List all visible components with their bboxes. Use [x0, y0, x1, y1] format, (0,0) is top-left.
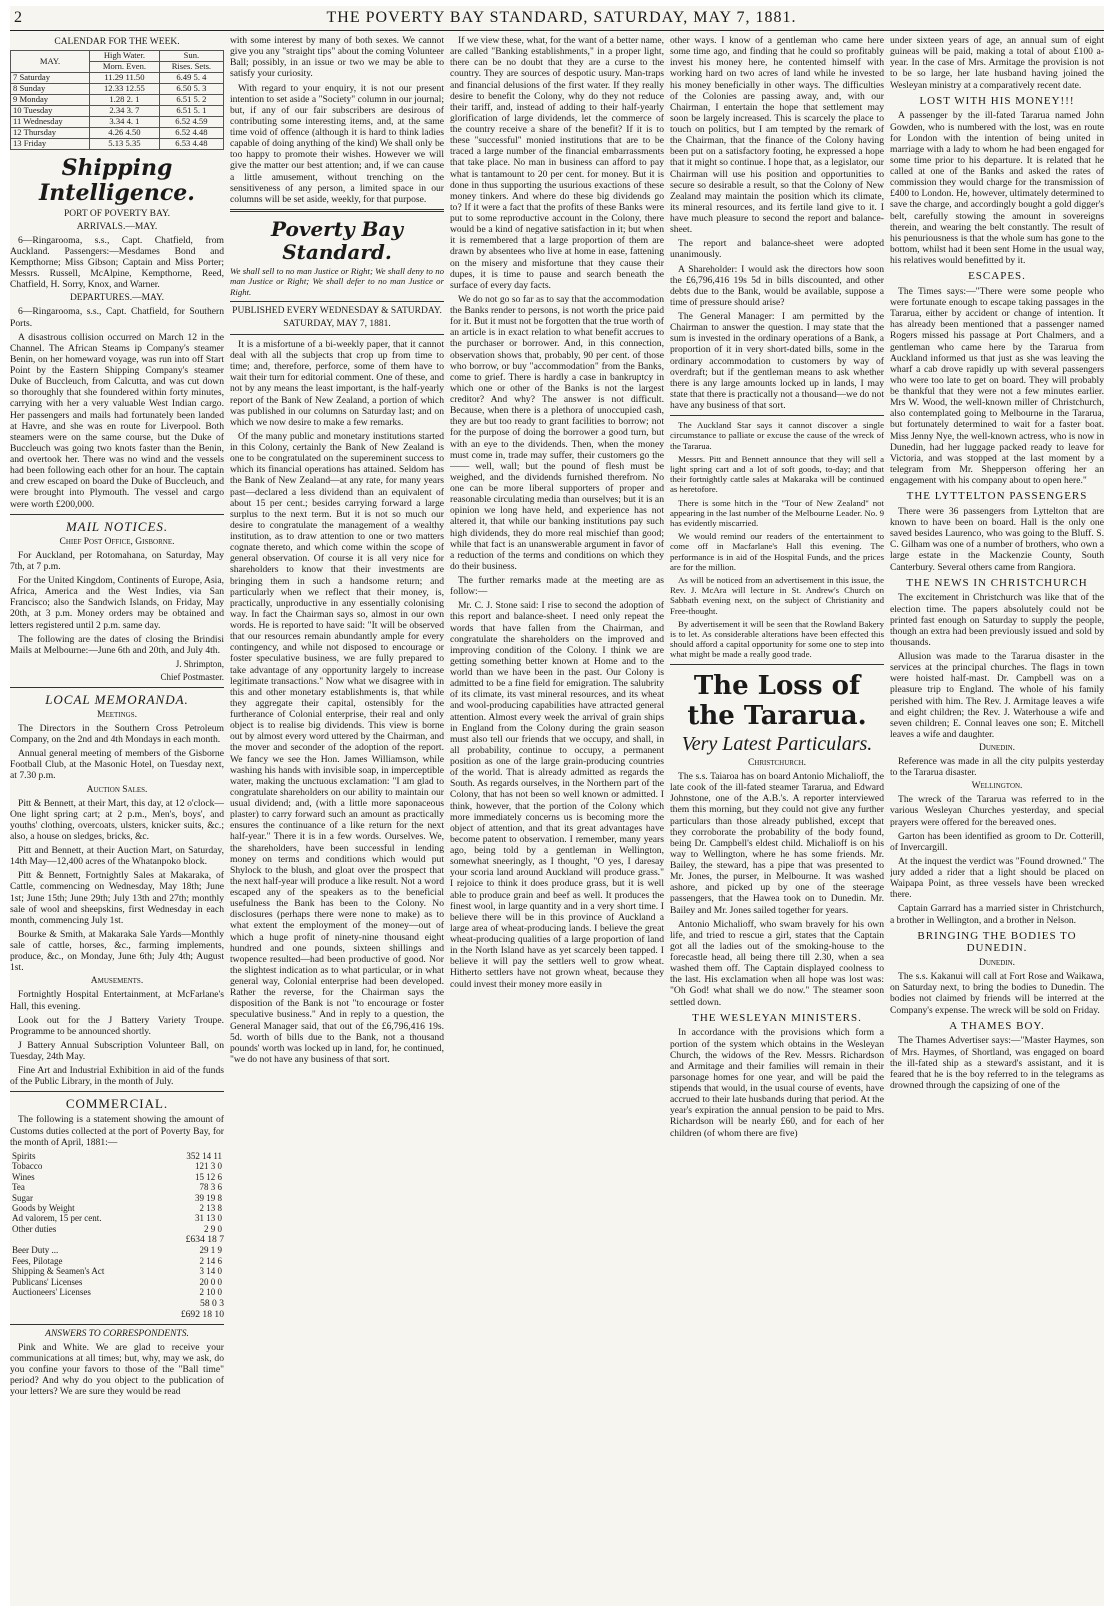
- ledger-item: Tobacco: [12, 1161, 43, 1172]
- calendar-sun-header: Sun.: [159, 51, 223, 62]
- divider: [230, 209, 444, 212]
- mail-paragraph: For Auckland, per Rotomahana, on Saturday, May 7th, at 7 p.m.: [10, 549, 224, 572]
- ledger-amount: 2 9 0: [204, 1223, 222, 1234]
- editorial-paragraph: We do not go so far as to say that the accommodation the Banks render to persons, is not worth the price paid for it. But it must not be forgotten that the true worth of an article is in exact relation to what benefit accrues to the purchaser or borrower. And, in this connection, observation shows that, probably, 90 per cent. of those who borrow, or buy "accommodation" from the Banks, come to grief. There is hardly a case in bankruptcy in which one or other of the Banks is not the largest creditor? And why? The answer is not difficult. Because, when there is a plethora of unoccupied cash, they are but too ready to grant facilities to borrow; not for the purpose of doing the borrower a good turn, but with an eye to the dividends. Then, when the money must come in, trade may suffer, their customers go the —— well, wall; but the pound of flesh must be weighed, and the dividends furnished therefrom. No one can be more liberal supporters of proper and reasonable circulating media than ourselves; but it is an opinion we long have held, and experience has not altered it, that while our banking institutions pay such high dividends, they do more real mischief than good; while that fact is an unanswerable argument in favor of a reduction of the terms and conditions on which they do their business.: [450, 293, 664, 572]
- lyttelton-title: THE LYTTELTON PASSENGERS: [906, 490, 1088, 503]
- meeting-paragraph: The report and balance-sheet were adopted unanimously.: [670, 238, 884, 261]
- evening-tide: 3. 7: [126, 104, 140, 115]
- departures-heading: DEPARTURES.—MAY.: [69, 293, 165, 304]
- calendar-high-water: [90, 127, 160, 138]
- thames-paragraph: The Thames Advertiser says:—"Master Haymes, son of Mrs. Haymes, of Shortland, was engaged on board the ill-fated ship as a steward's assistant, and it is feared that he is the boy referred to in the telegrams as drowned through the capsizing of one of the: [890, 1035, 1104, 1091]
- calendar-date: [11, 72, 90, 83]
- morning-tide: 11.29: [104, 71, 124, 82]
- memo-paragraph: The Directors in the Southern Cross Petroleum Company, on the 2nd and 4th Mondays in each month.: [10, 722, 224, 745]
- evening-tide: 11.50: [125, 71, 145, 82]
- ledger-row: [10, 1256, 224, 1266]
- tararua-paragraph: Antonio Michalioff, who swam bravely for his own life, and tried to rescue a girl, states that the Captain got all the ladies out of the smoking-house to the forecastle head, all being there till 2.30, when a sea washed them off. The Captain displayed coolness to the last. His exclamation when all hope was lost was: "Oh God! what shall we do now." The steamer soon settled down.: [670, 918, 884, 1008]
- morning-tide: 1.28: [109, 93, 125, 104]
- shipping-title: Shipping Intelligence.: [39, 154, 195, 207]
- sunset: 4.48: [192, 137, 208, 148]
- mail-notices-title: MAIL NOTICES.: [65, 518, 169, 534]
- news-note: By advertisement it will be seen that the Rowland Bakery is to let. As considerable alterations have been effected this should afford a capital opportunity for some one to step into what might be made a really good trade.: [670, 618, 884, 660]
- newspaper-page: [10, 6, 1104, 1606]
- wellington-paragraph: The wreck of the Tararua was referred to in the various Wesleyan Churches yesterday, and special prayers were offered for the bereaved ones.: [890, 794, 1104, 828]
- local-memoranda-title: LOCAL MEMORANDA.: [45, 691, 189, 707]
- calendar-weekday: Tuesday: [23, 104, 53, 115]
- divider: [670, 415, 884, 416]
- dunedin-paragraph: Reference was made in all the city pulpits yesterday to the Tararua disaster.: [890, 756, 1104, 779]
- stone-speech: Mr. C. J. Stone said: I rise to second the adoption of this report and balance-sheet. I need only repeat the words that have fallen from the Chairman, and congratulate the shareholders on the improved and improving condition of the Colony. I think we are getting something better known at Home and to the world than we have been in the past. Our Colony is admitted to be a fine field for emigration. The salubrity of its climate, its vast mineral resources, and its wheat and wool-producing capabilities have attracted general attention. Almost every week the arrival of grain ships in England from the Colony during the grain season must also tell our friends that we occupy, and shall, in all probability, continue to occupy, a permanent position as one of the large grain-producing countries of the world. That is already admitted as regards the South. As regards ourselves, in the Northern part of the Colony, that has not been so well known or admitted. I think, however, that the portion of the Colony which more immediately concerns us is becoming more the object of attention, and that its great advantages have become patent to observation. I remember, many years ago, being told by a gentleman in Wellington, somewhat sneeringly, as I thought, "O yes, I daresay your scoria land around Auckland will produce grass." I rejoice to think it does produce grass, but it is well able to produce grain and beef as well. It produces the finest wool, in large quantity and in a very short time. I believe there will be in this province of Auckland a large area of wheat-producing lands. I believe the great wheat-producing qualities of a large proportion of land in the North Island have as yet scarcely been tapped. I believe it will pay the settlers well to grow wheat. Hitherto settlers have not grown wheat, because they could invest their money more easily in: [450, 600, 664, 990]
- calendar-title: CALENDAR FOR THE WEEK.: [54, 37, 180, 47]
- ledger-item: Ad valorem, 15 per cent.: [12, 1213, 102, 1224]
- calendar-row: [11, 138, 224, 149]
- column-4: [670, 35, 884, 1605]
- dateline: Dunedin.: [978, 958, 1016, 969]
- editorial-paragraph: The further remarks made at the meeting are as follow:—: [450, 575, 664, 598]
- calendar-day: 9: [13, 93, 18, 104]
- ledger-item: Publicans' Licenses: [12, 1276, 83, 1287]
- duties-total: £634 18 7: [185, 1234, 224, 1246]
- divider: [10, 1091, 224, 1092]
- memo-paragraph: Bourke & Smith, at Makaraka Sale Yards—Monthly sale of cattle, horses, &c., farming implements, produce, &c., on Monday, June 6th; July 4th; August 1st.: [10, 928, 224, 974]
- calendar-header-1: [11, 51, 224, 62]
- escapes-paragraph: The Times says:—"There were some people who were fortunate enough to escape taking passages in the Tararua, either by accident or change of intention. It has already been mentioned that a passenger named Rogers missed his passage at Port Chalmers, and a gentleman who came here by the Tararua from Auckland informed us that just as she was leaving the wharf a cab drove rapidly up with several passengers who were too late to get on board. They will probably be thankful that they were not a few minutes earlier. Mrs W. Wood, the well-known miller of Christchurch, also contemplated going to Melbourne in the Tararua, but fortunately determined to wait for a faster boat. Miss Jenny Nye, the well-known actress, who is now in Dunedin, had her luggage packed ready to leave for Victoria, and was stopped at the last moment by a telegram from Mr. Shepperson offering her an engagement with his company about to open here.": [890, 285, 1104, 486]
- sunrise: 6.52: [175, 126, 191, 137]
- wellington-paragraph: At the inquest the verdict was "Found drowned." The jury added a rider that a light should be placed on Waipapa Point, as three vessels have been wrecked there.: [890, 855, 1104, 901]
- ledger-row: [10, 1203, 224, 1213]
- escapes-title: ESCAPES.: [968, 270, 1026, 283]
- editorial-paragraph: It is a misfortune of a bi-weekly paper, that it cannot deal with all the subjects that crop up from time to time; and, therefore, perforce, some of them have to wait their turn for editorial comment. One of these, and not by any means the least important, is the half-yearly report of the Bank of New Zealand, a portion of which was published in our columns on Saturday last; and on which we now desire to make a few remarks.: [230, 338, 444, 428]
- tararua-headline: The Loss of the Tararua.: [687, 670, 867, 731]
- duties-table: [10, 1151, 224, 1235]
- calendar-high-water: [90, 94, 160, 105]
- grand-total: £692 18 10: [180, 1308, 224, 1320]
- lyttelton-paragraph: There were 36 passengers from Lyttelton that are known to have been on board. Hall is the only one saved besides Laurenco, who was going to the Bluff. S. C. Gilham was one of a number of brothers, who own a large estate in the Mackenzie County, South Canterbury. Several others came from Rangiora.: [890, 505, 1104, 573]
- speech-continued: other ways. I know of a gentleman who came here some time ago, and finding that he could so profitably invest his money here, he contented himself with working hard on two acres of land while he invested his money beneficially in other ways. The difficulties of the Colonies are passing away, and, with our Chairman, I entertain the hope that settlement may soon be largely increased. This is scarcely the place to touch on politics, but I am tempted by the remark of the Chairman, that the finance of the Colony having been put on a satisfactory footing, he expressed a hope that it might so continue. I hope that, as a legislator, our Chairman will use his position and opportunities to secure so desirable a result, so that the Colony of New Zealand may maintain the position which its climate, its mineral resources, and its fertile land give to it. I have much pleasure to second the report and balance-sheet.: [670, 35, 884, 236]
- calendar-row: [11, 105, 224, 116]
- calendar-date: [11, 138, 90, 149]
- calendar-day: 11: [13, 115, 22, 126]
- calendar-day: 8: [13, 82, 18, 93]
- port-heading: PORT OF POVERTY BAY.: [63, 208, 171, 219]
- sunrise: 6.50: [176, 82, 192, 93]
- answers-continued: with some interest by many of both sexes. We cannot give you any "straight tips" about the coming Volunteer Ball; possibly, in an issue or two we may be able to satisfy your curiosity.: [230, 35, 444, 80]
- mail-signature: J. Shrimpton,: [175, 658, 224, 669]
- ledger-item: Fees, Pilotage: [12, 1255, 63, 1266]
- morning-tide: 12.33: [104, 82, 124, 93]
- divider: [230, 334, 444, 335]
- calendar-weekday: Sunday: [19, 82, 46, 93]
- calendar-month-header: MAY.: [11, 51, 90, 73]
- ledger-amount: 121 3 0: [195, 1161, 222, 1172]
- memo-paragraph: Pitt & Bennett, at their Mart, this day, at 12 o'clock—One light spring cart; at 2 p.m., Men's, boys', and youths' clothing, overcoats, ulsters, knicker suits, &c.; also, a house on sledges, bricks, &c.: [10, 797, 224, 842]
- divider: [10, 514, 224, 515]
- commercial-title: COMMERCIAL.: [65, 1096, 169, 1112]
- memo-paragraph: Fine Art and Industrial Exhibition in aid of the funds of the Public Library, in the month of July.: [10, 1065, 224, 1088]
- calendar-row: [11, 116, 224, 127]
- ledger-amount: 31 13 0: [195, 1213, 222, 1224]
- amusements-heading: Amusements.: [90, 976, 144, 987]
- mail-signature-title: Chief Postmaster.: [160, 672, 224, 683]
- christchurch-title: THE NEWS IN CHRISTCHURCH: [906, 576, 1088, 589]
- evening-tide: 2. 1: [126, 93, 140, 104]
- divider: [10, 687, 224, 688]
- masthead: [10, 6, 1104, 31]
- sunrise: 6.52: [175, 115, 191, 126]
- calendar-high-water: [90, 116, 160, 127]
- ledger-amount: 352 14 11: [186, 1150, 222, 1161]
- calendar-weekday: Wednesday: [23, 115, 63, 126]
- published-line: PUBLISHED EVERY WEDNESDAY & SATURDAY.: [232, 305, 442, 316]
- ledger-row: [10, 1266, 224, 1276]
- sunrise: 6.53: [175, 137, 191, 148]
- ledger-item: Other duties: [12, 1223, 57, 1234]
- calendar-day: 7: [13, 71, 18, 82]
- lost-money-paragraph: A passenger by the ill-fated Tararua named John Gowden, who is numbered with the lost, was en route for London with the intention of being united in marriage with a lady to whom he had been engaged for some time prior to his departure. It is related that he called at one of the Banks and asked the rates of commission they would charge for the transmission of £400 to London. He, however, ultimately determined to save the charge, and accordingly bought a gold digger's belt, carefully stowing the amount in sovereigns therein, and wearing the belt constantly. The result of his penuriousness is that the whole sum has gone to the bottom, whilst had it been sent Home in the usual way, his relatives would benefitted by it.: [890, 110, 1104, 266]
- dateline: Dunedin.: [978, 743, 1016, 753]
- calendar-row: [11, 127, 224, 138]
- meetings-heading: Meetings.: [97, 709, 137, 720]
- ledger-row: [10, 1245, 224, 1255]
- newspaper-title: THE POVERTY BAY STANDARD, SATURDAY, MAY 7, 1881.: [326, 9, 797, 26]
- paper-title: Poverty Bay Standard.: [270, 216, 404, 265]
- ledger-item: Auctioneers' Licenses: [12, 1287, 91, 1298]
- calendar-sun: [159, 116, 223, 127]
- ledger-amount: 2 10 0: [199, 1287, 222, 1298]
- mail-office: Chief Post Office, Gisborne.: [59, 536, 175, 547]
- news-note: We would remind our readers of the entertainment to come off in Macfarlane's Hall this evening. The performance is in aid of the Hospital Funds, and the prices are for the million.: [670, 531, 884, 572]
- tararua-subheadline: Very Latest Particulars.: [681, 732, 873, 755]
- calendar-day: 13: [13, 137, 22, 148]
- calendar-rises-sets-header: Rises. Sets.: [159, 61, 223, 72]
- calendar-morn-even-header: Morn. Even.: [90, 61, 160, 72]
- ledger-amount: 20 0 0: [199, 1276, 222, 1287]
- thames-title: A THAMES BOY.: [949, 1019, 1045, 1032]
- calendar-date: [11, 105, 90, 116]
- calendar-date: [11, 94, 90, 105]
- calendar-date: [11, 83, 90, 94]
- editorial-paragraph: Of the many public and monetary institutions started in this Colony, certainly the Bank of New Zealand is one to be congratulated on the supereminent success to which its financial operations has attained. Seldom has the Bank of New Zealand—at any rate, for many years past—declared a less dividend than an equivalent of about 15 per cent.; besides carrying forward a large surplus to the next term. But it is not so much our desire to congratulate the management of a wealthy institution, as to draw attention to one or two matters cognate thereto, and which come within the scope of general observation. Of course it is all very nice for shareholders to know that their investments are bringing them in such a handsome return; and particularly when we reflect that their money, is, practically, unproductive in any essentially colonising way. In fact the Chairman says so, almost in our own words. He is reported to have said: "It will be observed that our resources remain abundantly ample for every contingency, and while not disposed to encourage or foster speculative business, we are fully prepared to take advantage of any opportunity largely to increase legitimate transactions." Now what we disagree with in this and other monetary establishments is, that while they aggregate their capital, ostensibly for the furtherance of Colonial enterprise, their real and only object is to realise big dividends. This view is borne out by almost every word uttered by the Chairman, and the mover and seconder of the adoption of the report. We fancy we see the Hon. James Williamson, while washing his hands with invisible soap, in imperceptible water, making the unctuous exclamation: "I am glad to congratulate shareholders on our ability to maintain our usual dividend; and, (with a little more saponaceous plaster) to carry forward such an amount as practically ensures the continuance of a like return for the next half-year." There it is in a few words. Ourselves. We, the shareholders, have been successful in lending money on terms and conditions which would put Shylock to the blush, and gloat over the prospect that the next half-year will produce a like result. Not a word escaped any of the speakers as to the beneficial usefulness the Bank has been to the Colony. No disclosures (perhaps there were none to make) as to what extent the employment of the money—out of which a huge profit of ninety-nine thousand eight hundred and one pounds, sixteen shillings and twopence resulted—had been productive of good. Nor the slightest indication as to what particular, or in what general way, Colonial enterprise had been developed. Rather the reverse, for the Chairman says the disposition of the Bank is not "to encourage or foster speculative business." And in reply to a question, the General Manager said, that out of the £6,796,416 19s. 5d. worth of bills due to the Bank, not a thousand pounds' worth was locked up in land, for, he continued, "we do not have any business of that sort.: [230, 430, 444, 1065]
- calendar-weekday: Friday: [23, 137, 47, 148]
- ledger-item: Shipping & Seamen's Act: [12, 1266, 105, 1277]
- news-note: Messrs. Pitt and Bennett announce that they will sell a light spring cart and a lot of soft goods, to-day; and that their fortnightly cattle sales at Makaraka will be continued as heretofore.: [670, 453, 884, 495]
- ledger-amount: 29 1 9: [199, 1245, 222, 1256]
- meeting-paragraph: The General Manager: I am permitted by the Chairman to answer the question. I may state that the sum is invested in the ordinary operations of a Bank, a proportion of it in very short-dated bills, some in the ordinary accommodation to customers by way of overdraft; but if the gentleman means to ask whether there is any large amounts locked up in lands, I may state that there is practically not a thousand—we do not have any business of that sort.: [670, 311, 884, 411]
- ledger-item: Goods by Weight: [12, 1203, 75, 1214]
- sunset: 5. 4: [193, 71, 207, 82]
- news-note: As will be noticed from an advertisement in this issue, the Rev. J. McAra will lecture in St. Andrew's Church on Sabbath evening next, on the subject of Christianity and Free-thought.: [670, 574, 884, 616]
- morning-tide: 5.13: [108, 137, 124, 148]
- calendar-sun: [159, 138, 223, 149]
- ledger-row: [10, 1193, 224, 1203]
- evening-tide: 4. 1: [126, 115, 140, 126]
- ledger-amount: 78 3 6: [199, 1182, 222, 1193]
- morning-tide: 3.34: [109, 115, 125, 126]
- wesleyan-title: THE WESLEYAN MINISTERS.: [692, 1011, 862, 1024]
- ledger-item: Wines: [12, 1171, 35, 1182]
- morning-tide: 2.34: [109, 104, 125, 115]
- ledger-item: Spirits: [12, 1150, 36, 1161]
- wesleyan-paragraph: In accordance with the provisions which form a portion of the system which obtains in the Wesleyan Church, the widows of the Rev. Messrs. Richardson and Armitage and their families will remain in their parsonage homes for one year, and will be paid the stipends that would, in the usual course of events, have accrued to their late husbands during that period. At the year's expiration the annual pension to be paid to Mrs. Richardson will be nearly £60, and for each of her children (of whom there are five): [670, 1027, 884, 1139]
- calendar-body: [11, 72, 224, 149]
- column-1: [10, 35, 224, 1605]
- collision-article: A disastrous collision occurred on March 12 in the Channel. The African Steams ip Company's steamer Benin, on her homeward voyage, was run into off Start Point by the Eastern Shipping Company's steamer Duke of Buccleuch, from Calcutta, and was cut down so thoroughly that she foundered within forty minutes, carrying with her a very valuable West Indian cargo. Her passengers and mails had fortunately been landed at Havre, and she was en route for Liverpool. Both steamers were on the same course, but the Duke of Buccleuch was going two knots faster than the Benin, and overtook her. There was no wind and the vessels had been following each other for an hour. The captain and crew escaped on board the Duke of Buccleuch, and were brought into Plymouth. The vessel and cargo were worth £200,000.: [10, 331, 224, 510]
- ledger-row: [10, 1161, 224, 1171]
- mail-paragraph: For the United Kingdom, Continents of Europe, Asia, Africa, America and the West Indies, via San Francisco; also the Sandwich Islands, on Friday, May 20th, at 3 p.m. Money orders may be obtained and letters registered until 2 p.m. same day.: [10, 575, 224, 631]
- ledger-row: [10, 1213, 224, 1223]
- column-2: [230, 35, 444, 1605]
- lost-money-title: LOST WITH HIS MONEY!!!: [919, 94, 1075, 107]
- calendar-row: [11, 83, 224, 94]
- evening-tide: 5.35: [125, 137, 141, 148]
- calendar-weekday: Saturday: [19, 71, 51, 82]
- ledger-row: [10, 1172, 224, 1182]
- calendar-weekday: Monday: [19, 93, 49, 104]
- wellington-paragraph: Captain Garrard has a married sister in Christchurch, a brother in Wellington, and a brother in Nelson.: [890, 903, 1104, 926]
- calendar-high-water: [90, 138, 160, 149]
- sunrise: 6.51: [176, 104, 192, 115]
- calendar-weekday: Thursday: [23, 126, 57, 137]
- calendar-date: [11, 127, 90, 138]
- ledger-row: [10, 1182, 224, 1192]
- dateline: Wellington.: [971, 781, 1023, 792]
- ledger-amount: 3 14 0: [199, 1266, 222, 1277]
- calendar-sun: [159, 72, 223, 83]
- editorial-date: SATURDAY, MAY 7, 1881.: [283, 318, 391, 329]
- bodies-paragraph: The s.s. Kakanui will call at Fort Rose and Waikawa, on Saturday next, to bring the bodies to Dunedin. The bodies not claimed by friends will be interred at the Company's expense. The wreck will be sold on Friday.: [890, 971, 1104, 1016]
- news-note: There is some hitch in the "Tour of New Zealand" not appearing in the last number of the Melbourne Leader. No. 9 has evidently miscarried.: [670, 497, 884, 528]
- divider: [10, 1324, 224, 1325]
- calendar-row: [11, 94, 224, 105]
- calendar-sun: [159, 127, 223, 138]
- evening-tide: 12.55: [125, 82, 145, 93]
- memo-paragraph: J Battery Annual Subscription Volunteer Ball, on Tuesday, 24th May.: [10, 1039, 224, 1063]
- ledger-row: [10, 1287, 224, 1297]
- calendar-table: [10, 50, 224, 150]
- divider: [230, 301, 444, 302]
- christchurch-paragraph: Allusion was made to the Tararua disaster in the services at the principal churches. The flags in town were hoisted half-mast. Dr. Campbell was on a pleasure trip to England. The whole of his family perished with him. The Rev. J. Armitage leaves a wife and eight children; the Rev. J. Waterhouse a wife and seven children; E. Connal leaves one son; E. Mitchell leaves a wife and daughter.: [890, 651, 1104, 740]
- tararua-paragraph: The s.s. Taiaroa has on board Antonio Michalioff, the late cook of the ill-fated steamer Tararua, and Edward Johnstone, one of the A.B.'s. A reporter interviewed them this morning, but they could not give any further particulars than those already published, except that they corroborate the probability of the body found, being Dr. Campbell's eldest child. Michalioff is on his way to Wellington, where he has some friends. Mr. Bailey, the steward, has a pipe that was presented to Mr. Jones, the purser, in Melbourne. It was washed ashore, and picked up by one of the steerage passengers, that the Hawea took on to Dunedin. Mr. Bailey and Mr. Jones sailed together for years.: [670, 771, 884, 916]
- arrivals-text: 6—Ringarooma, s.s., Capt. Chatfield, from Auckland. Passengers:—Mesdames Bond and Kempthorne; Miss Gibson; Captain and Miss Porter; Messrs. Russell, McAlpine, Kempthorne, Reed, Chatfield, H. Sorry, Knox, and Warner.: [10, 234, 224, 291]
- sunrise: 6.49: [176, 71, 192, 82]
- calendar-sun: [159, 105, 223, 116]
- news-note: The Auckland Star says it cannot discover a single circumstance to palliate or excuse the cause of the wreck of the Tararua.: [670, 420, 884, 451]
- sunset: 4.59: [192, 115, 208, 126]
- mail-paragraph: The following are the dates of closing the Brindisi Mails at Melbourne:—June 6th and 20th, and July 4th.: [10, 633, 224, 656]
- editorial-paragraph: If we view these, what, for the want of a better name, are called "Banking establishments," in a proper light, there can be no doubt that they are a curse to the country. They are sources of despotic usury. Man-traps and financial delusions of the first water. If they really desire to benefit the Colony, why do they not reduce their tariff, and, instead of adding to their half-yearly glorification of large dividends, let the commerce of the country receive a share of the benefit? If it is to these "successful" monied institutions that are to be traced a large number of the financial embarrassments that take place. No man in business can afford to pay what is tantamount to 20 per cent. for money. But it is done in thus supporting the usurious exactions of these money tinkers. And where do these big dividends go to? If it were a fact that the profits of these Banks were put to some reproductive account in the Colony, there would be a kind of negative satisfaction in it; but when it is remembered that a large proportion of them are drawn by absentees who live at home in ease, fattening on the misery and misfortune that they cause their dupes, it is time to pause and search beneath the surface of every day facts.: [450, 35, 664, 291]
- sunset: 4.48: [192, 126, 208, 137]
- ledger-item: Sugar: [12, 1192, 33, 1203]
- paper-motto: We shall sell to no man Justice or Right; We shall deny to no man Justice or Right; We shall defer to no man Justice or Right.: [230, 266, 444, 297]
- wesleyan-continued: under sixteen years of age, an annual sum of eight guineas will be paid, making a total of about £100 a-year. In the case of Mrs. Armitage the provision is not to be so large, her late husband having joined the Wesleyan ministry at a comparatively recent date.: [890, 35, 1104, 91]
- calendar-date: [11, 116, 90, 127]
- bodies-title: BRINGING THE BODIES TO DUNEDIN.: [917, 929, 1077, 955]
- commercial-intro: The following is a statement showing the amount of Customs duties collected at the port of Poverty Bay, for the month of April, 1881:—: [10, 1114, 224, 1148]
- memo-paragraph: Annual general meeting of members of the Gisborne Football Club, at the Masonic Hotel, on Tuesday next, at 7.30 p.m.: [10, 748, 224, 782]
- memo-paragraph: Fortnightly Hospital Entertainment, at McFarlane's Hall, this evening.: [10, 989, 224, 1012]
- calendar-high-water: [90, 72, 160, 83]
- ledger-item: Tea: [12, 1182, 25, 1193]
- morning-tide: 4.26: [108, 126, 124, 137]
- calendar-day: 12: [13, 126, 22, 137]
- calendar-row: [11, 72, 224, 83]
- memo-paragraph: Pitt & Bennett, Fortnightly Sales at Makaraka, of Cattle, commencing on Wednesday, May 18th; June 1st; June 15th; June 29th; July 13th and 27th; monthly sale of wool and sheepskins, first Wednesday in each month, commencing July 1st.: [10, 870, 224, 926]
- calendar-high-water-header: High Water.: [90, 51, 160, 62]
- wellington-paragraph: Garton has been identified as groom to Dr. Cotterill, of Invercargill.: [890, 830, 1104, 853]
- dateline: Christchurch.: [747, 758, 807, 769]
- other-total: 58 0 3: [200, 1297, 224, 1309]
- answers-title: ANSWERS TO CORRESPONDENTS.: [45, 1328, 189, 1339]
- column-5: [890, 35, 1104, 1605]
- enquiry-text: With regard to your enquiry, it is not our present intention to set aside a "Society" column in our journal; but, if any of our fair subscribers are desirous of contributing some interesting items, and, at the same time void of offence (although it is hard to think ladies capable of doing anything of the kind) We shall only be too happy to promote their wishes. However we will give the matter our best attention; and, if we can cause a little amusement, without trenching on the sensitiveness of any person, a limited space in our columns will be set aside, weekly, for that purpose.: [230, 82, 444, 205]
- ledger-row: [10, 1151, 224, 1161]
- sunset: 5. 1: [193, 104, 207, 115]
- ledger-item: Beer Duty ...: [12, 1245, 59, 1256]
- evening-tide: 4.50: [125, 126, 141, 137]
- divider: [670, 664, 884, 665]
- departures-text: 6—Ringarooma, s.s., Capt. Chatfield, for Southern Ports.: [10, 306, 224, 329]
- christchurch-paragraph: The excitement in Christchurch was like that of the election time. The papers absolutely could not be printed fast enough on Saturday to supply the people, though an extra had been previously issued and sold by thousands.: [890, 592, 1104, 648]
- page-number: 2: [14, 9, 23, 26]
- calendar-sun: [159, 83, 223, 94]
- arrivals-heading: ARRIVALS.—MAY.: [76, 221, 158, 232]
- calendar-day: 10: [13, 104, 22, 115]
- memo-paragraph: Look out for the J Battery Variety Troupe. Programme to be announced shortly.: [10, 1014, 224, 1037]
- ledger-amount: 2 14 6: [199, 1255, 222, 1266]
- ledger-amount: 39 19 8: [195, 1192, 222, 1203]
- other-fees-table: [10, 1245, 224, 1297]
- calendar-high-water: [90, 105, 160, 116]
- calendar-sun: [159, 94, 223, 105]
- sunset: 5. 3: [193, 82, 207, 93]
- auction-heading: Auction Sales.: [86, 784, 148, 795]
- sunrise: 6.51: [176, 93, 192, 104]
- memo-paragraph: Pitt and Bennett, at their Auction Mart, on Saturday, 14th May—12,400 acres of the Whatanpoko block.: [10, 845, 224, 868]
- answers-text: Pink and White. We are glad to receive your communications at all times; but, why, may we ask, do you confine your favors to those of the "Ball time" period? And why do you object to the publication of your letters? We are sure they would be read: [10, 1341, 224, 1398]
- ledger-amount: 15 12 6: [195, 1171, 222, 1182]
- ledger-row: [10, 1277, 224, 1287]
- ledger-row: [10, 1224, 224, 1234]
- meeting-paragraph: A Shareholder: I would ask the directors how soon the £6,796,416 19s 5d in bills discounted, and other debts due to the Bank, would be available, suppose a time of pressure should arise?: [670, 263, 884, 308]
- ledger-amount: 2 13 8: [199, 1203, 222, 1214]
- sunset: 5. 2: [193, 93, 207, 104]
- calendar-high-water: [90, 83, 160, 94]
- column-3: [450, 35, 664, 1605]
